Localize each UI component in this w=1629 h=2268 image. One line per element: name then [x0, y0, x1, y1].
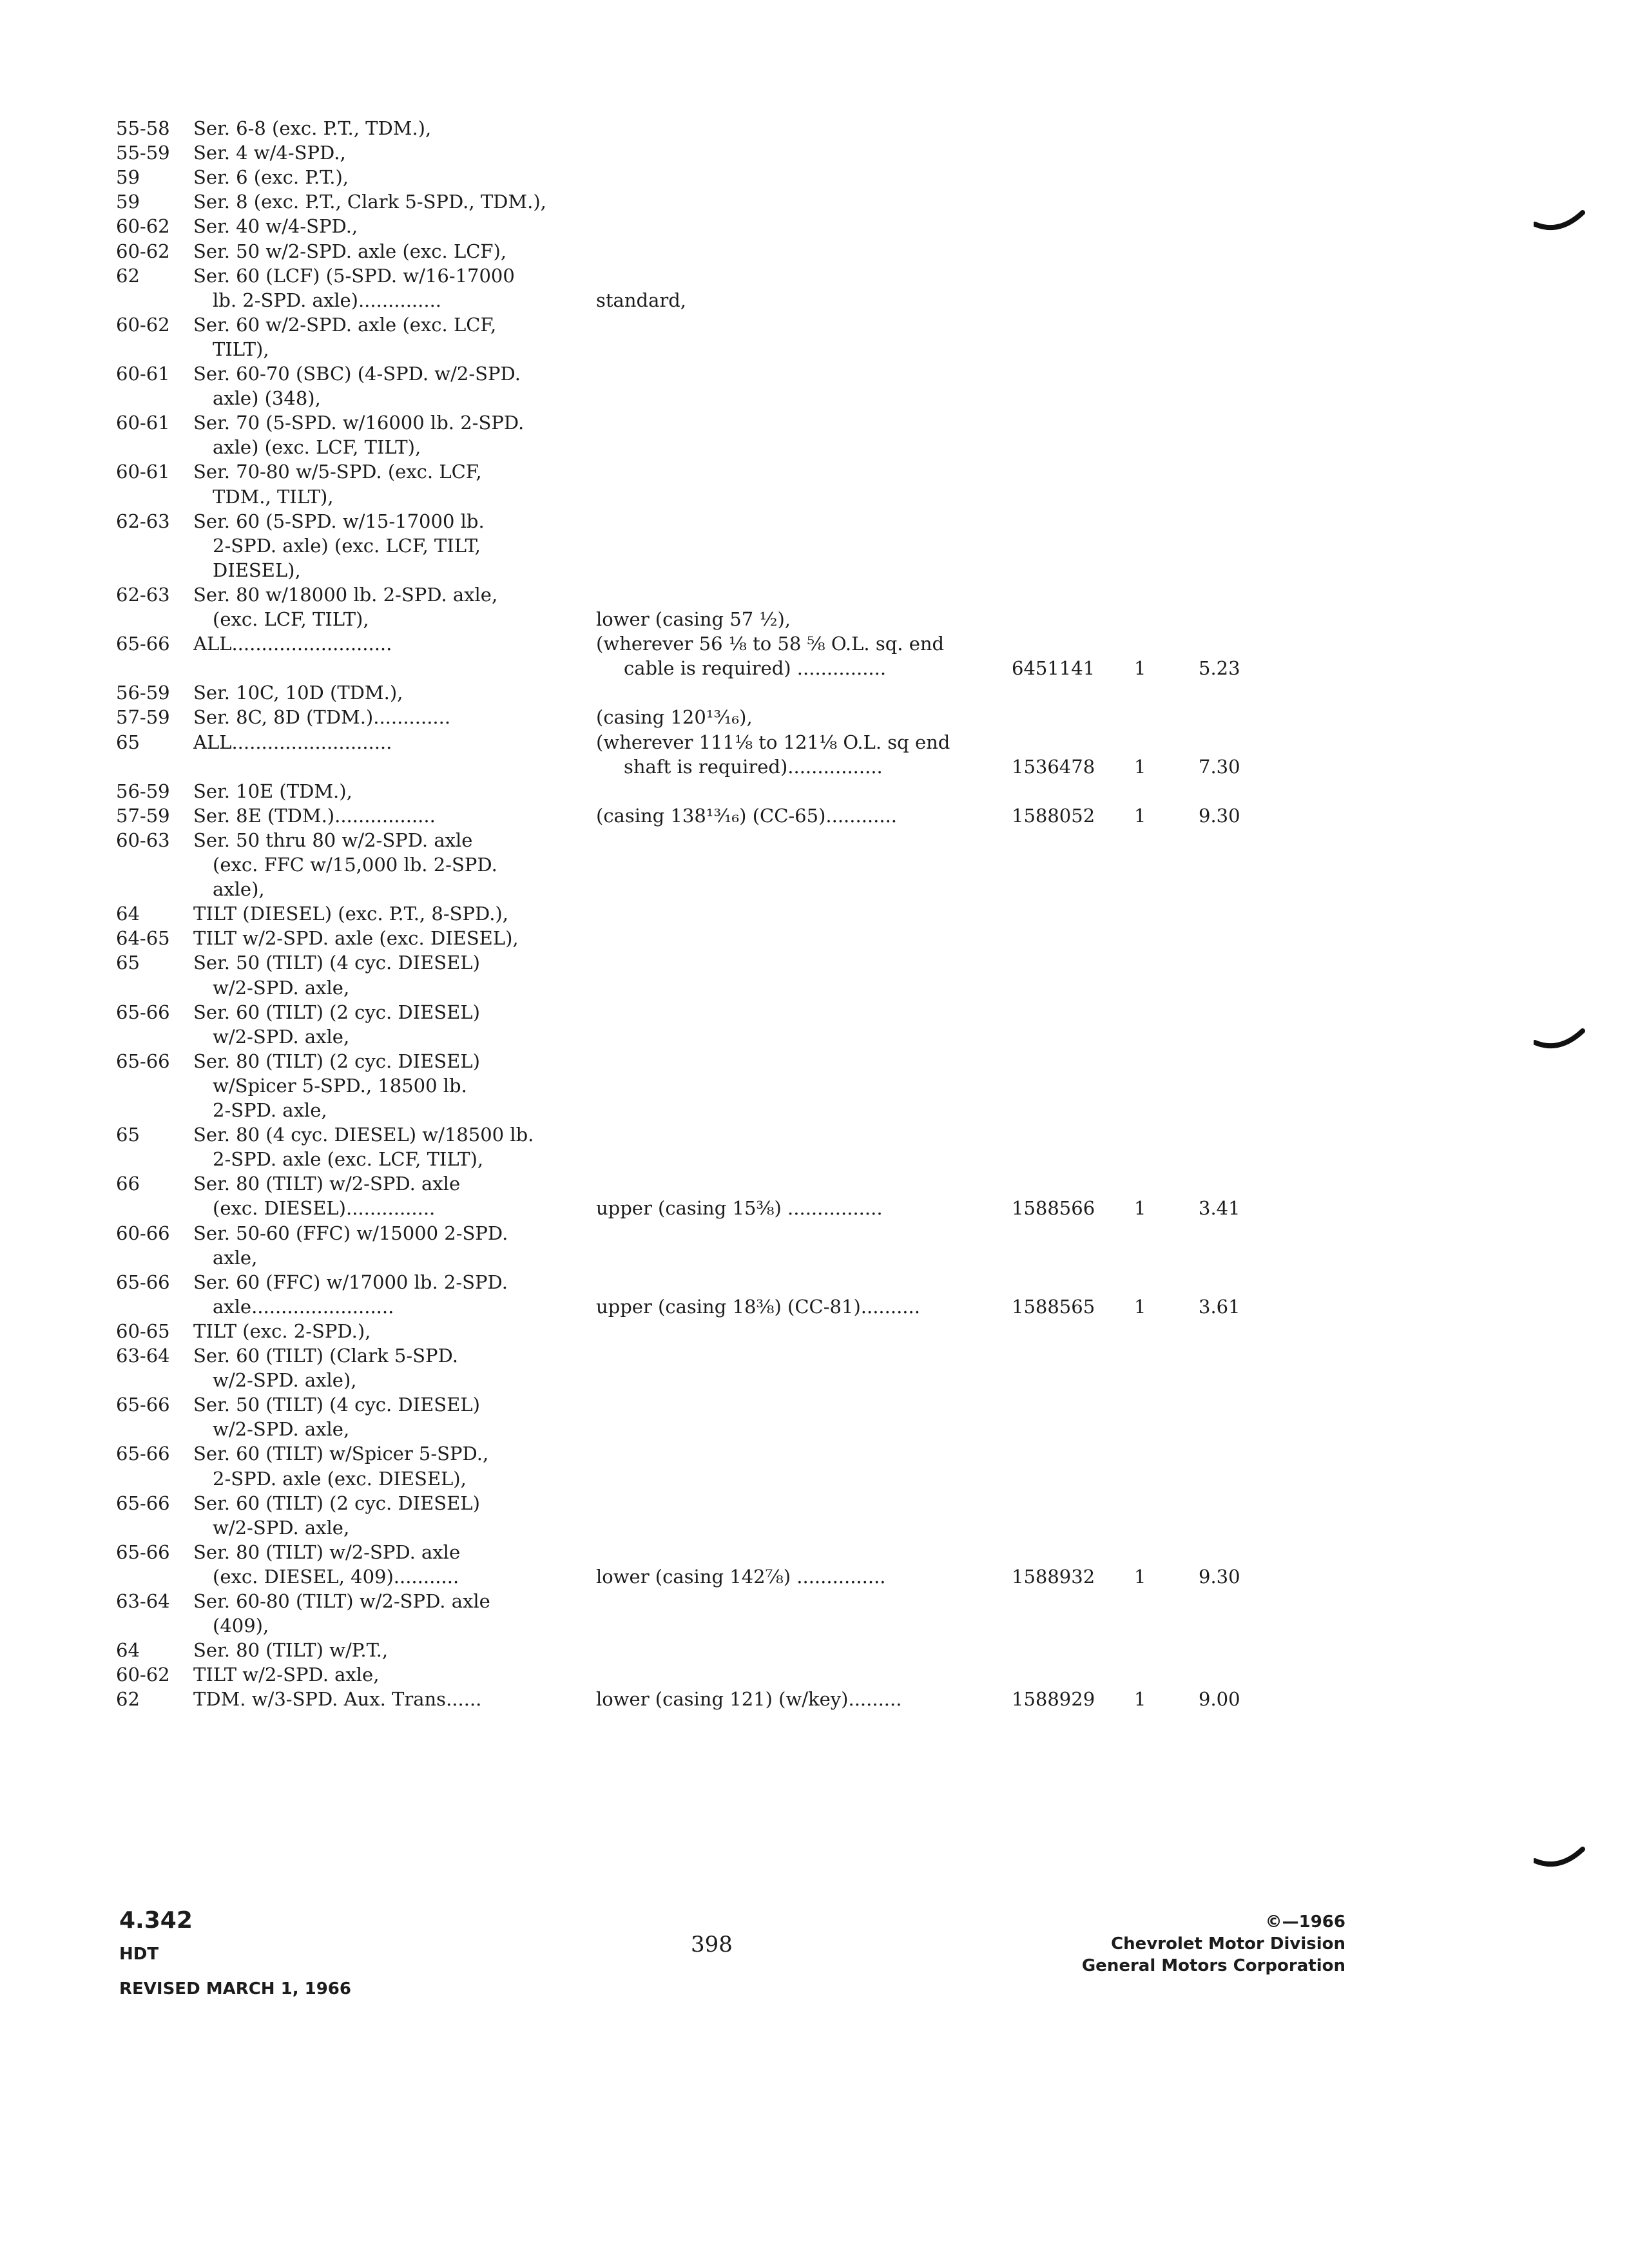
application: Ser. 80 (TILT) w/P.T., [193, 1639, 389, 1661]
year-models: 65-66 [116, 1394, 170, 1416]
part-number: 1588566 [1012, 1197, 1095, 1219]
application: axle) (exc. LCF, TILT), [213, 436, 421, 458]
application: ALL........................... [193, 731, 392, 753]
description: lower (casing 142⅞) ............... [596, 1566, 886, 1588]
year-models [116, 977, 193, 999]
year-models [116, 1517, 193, 1539]
year-models [116, 486, 193, 508]
year-models [116, 436, 193, 458]
copyright: ©—1966 [1265, 1912, 1345, 1932]
application: (409), [213, 1615, 269, 1637]
application: w/2-SPD. axle, [213, 1517, 350, 1539]
quantity: 1 [1134, 756, 1146, 778]
application: Ser. 70 (5-SPD. w/16000 lb. 2-SPD. [193, 412, 525, 434]
year-models: 65 [116, 1124, 140, 1146]
quantity: 1 [1134, 1566, 1146, 1588]
part-number: 1588052 [1012, 805, 1095, 827]
application: TDM. w/3-SPD. Aux. Trans...... [193, 1688, 482, 1710]
description: (wherever 56 ⅛ to 58 ⅝ O.L. sq. end [596, 633, 945, 655]
year-models [116, 1296, 193, 1318]
application: Ser. 80 (TILT) w/2-SPD. axle [193, 1173, 461, 1195]
year-models: 60-61 [116, 461, 170, 483]
part-number: 6451141 [1012, 657, 1095, 679]
list-price: 5.23 [1199, 657, 1240, 679]
application: Ser. 6 (exc. P.T.), [193, 166, 349, 188]
year-models: 60-66 [116, 1222, 170, 1244]
year-models: 60-62 [116, 1664, 170, 1686]
application: (exc. FFC w/15,000 lb. 2-SPD. [213, 854, 497, 876]
year-models [116, 1566, 193, 1588]
year-models [116, 1075, 193, 1097]
year-models: 59 [116, 166, 140, 188]
application: 2-SPD. axle (exc. DIESEL), [213, 1468, 467, 1490]
application: Ser. 80 (4 cyc. DIESEL) w/18500 lb. [193, 1124, 534, 1146]
year-models [116, 559, 193, 581]
quantity: 1 [1134, 657, 1146, 679]
year-models: 65 [116, 731, 140, 753]
year-models: 60-65 [116, 1320, 170, 1342]
year-models: 65-66 [116, 1271, 170, 1293]
year-models [116, 878, 193, 900]
application: w/2-SPD. axle, [213, 1026, 350, 1048]
description: upper (casing 18⅜) (CC-81).......... [596, 1296, 920, 1318]
application: axle) (348), [213, 387, 321, 409]
application: Ser. 40 w/4-SPD., [193, 215, 358, 237]
application: TILT (DIESEL) (exc. P.T., 8-SPD.), [193, 903, 508, 925]
application: axle), [213, 878, 265, 900]
application: Ser. 50-60 (FFC) w/15000 2-SPD. [193, 1222, 508, 1244]
year-models: 55-58 [116, 117, 170, 139]
application: w/2-SPD. axle), [213, 1369, 357, 1391]
year-models: 62 [116, 265, 140, 287]
year-models: 62-63 [116, 510, 170, 532]
year-models: 62-63 [116, 584, 170, 606]
application: Ser. 60 (FFC) w/17000 lb. 2-SPD. [193, 1271, 508, 1293]
application: Ser. 10E (TDM.), [193, 780, 352, 802]
application: TILT w/2-SPD. axle (exc. DIESEL), [193, 927, 519, 949]
list-price: 9.00 [1199, 1688, 1240, 1710]
binder-mark-top [1534, 206, 1585, 238]
application: Ser. 8C, 8D (TDM.)............. [193, 706, 451, 728]
application: Ser. 60 (TILT) (Clark 5-SPD. [193, 1345, 458, 1367]
quantity: 1 [1134, 1688, 1146, 1710]
year-models [116, 1099, 193, 1121]
year-models: 65-66 [116, 633, 170, 655]
application: w/Spicer 5-SPD., 18500 lb. [213, 1075, 467, 1097]
year-models [116, 338, 193, 360]
quantity: 1 [1134, 1296, 1146, 1318]
application: Ser. 6-8 (exc. P.T., TDM.), [193, 117, 432, 139]
application [213, 756, 574, 778]
application: lb. 2-SPD. axle).............. [213, 289, 442, 311]
year-models: 57-59 [116, 805, 170, 827]
year-models [116, 854, 193, 876]
application: Ser. 60 (TILT) (2 cyc. DIESEL) [193, 1001, 480, 1023]
application: DIESEL), [213, 559, 301, 581]
application: Ser. 60-70 (SBC) (4-SPD. w/2-SPD. [193, 363, 521, 385]
application: Ser. 80 w/18000 lb. 2-SPD. axle, [193, 584, 498, 606]
application: Ser. 60 (TILT) (2 cyc. DIESEL) [193, 1492, 480, 1514]
application: Ser. 70-80 w/5-SPD. (exc. LCF, [193, 461, 482, 483]
year-models [116, 608, 193, 630]
division-name: Chevrolet Motor Division [1111, 1934, 1345, 1954]
year-models: 60-61 [116, 412, 170, 434]
application: 2-SPD. axle (exc. LCF, TILT), [213, 1148, 484, 1170]
year-models [116, 756, 193, 778]
application: TILT (exc. 2-SPD.), [193, 1320, 371, 1342]
year-models: 65-66 [116, 1492, 170, 1514]
revision-date: REVISED MARCH 1, 1966 [119, 1979, 351, 1999]
description-continued: cable is required) ............... [624, 657, 887, 679]
description: (casing 138¹³⁄₁₆) (CC-65)............ [596, 805, 898, 827]
year-models: 63-64 [116, 1345, 170, 1367]
quantity: 1 [1134, 805, 1146, 827]
year-models [116, 387, 193, 409]
year-models: 66 [116, 1173, 140, 1195]
list-price: 7.30 [1199, 756, 1240, 778]
application: Ser. 80 (TILT) (2 cyc. DIESEL) [193, 1050, 480, 1072]
description: (wherever 111⅛ to 121⅛ O.L. sq end [596, 731, 950, 753]
year-models [116, 1369, 193, 1391]
year-models: 60-63 [116, 829, 170, 851]
year-models [116, 1148, 193, 1170]
application: 2-SPD. axle, [213, 1099, 327, 1121]
year-models: 64-65 [116, 927, 170, 949]
application: (exc. DIESEL)............... [213, 1197, 436, 1219]
application: axle........................ [213, 1296, 394, 1318]
year-models [116, 1197, 193, 1219]
year-models: 64 [116, 1639, 140, 1661]
list-price: 9.30 [1199, 1566, 1240, 1588]
year-models: 64 [116, 903, 140, 925]
application: w/2-SPD. axle, [213, 977, 350, 999]
quantity: 1 [1134, 1197, 1146, 1219]
application: Ser. 50 w/2-SPD. axle (exc. LCF), [193, 240, 507, 262]
year-models [116, 657, 193, 679]
year-models: 65-66 [116, 1443, 170, 1465]
year-models [116, 1468, 193, 1490]
year-models: 60-62 [116, 215, 170, 237]
description: standard, [596, 289, 687, 311]
part-number: 1536478 [1012, 756, 1095, 778]
application: (exc. DIESEL, 409)........... [213, 1566, 459, 1588]
year-models [116, 1418, 193, 1440]
application: (exc. LCF, TILT), [213, 608, 369, 630]
year-models: 65-66 [116, 1001, 170, 1023]
corporation-name: General Motors Corporation [1081, 1956, 1345, 1975]
year-models: 57-59 [116, 706, 170, 728]
application: Ser. 50 (TILT) (4 cyc. DIESEL) [193, 952, 480, 974]
year-models [116, 1026, 193, 1048]
year-models [116, 1615, 193, 1637]
year-models: 56-59 [116, 780, 170, 802]
application: TDM., TILT), [213, 486, 334, 508]
year-models: 65-66 [116, 1050, 170, 1072]
application: Ser. 10C, 10D (TDM.), [193, 682, 403, 704]
application: Ser. 8E (TDM.)................. [193, 805, 436, 827]
application: Ser. 50 (TILT) (4 cyc. DIESEL) [193, 1394, 480, 1416]
application: Ser. 60 (LCF) (5-SPD. w/16-17000 [193, 265, 515, 287]
year-models: 55-59 [116, 142, 170, 164]
application: Ser. 50 thru 80 w/2-SPD. axle [193, 829, 473, 851]
year-models: 65-66 [116, 1541, 170, 1563]
application [213, 657, 574, 679]
application: axle, [213, 1247, 258, 1269]
year-models: 59 [116, 191, 140, 213]
year-models: 60-61 [116, 363, 170, 385]
application: Ser. 60 w/2-SPD. axle (exc. LCF, [193, 314, 497, 336]
description-continued: shaft is required)................ [624, 756, 883, 778]
binder-mark-bottom [1534, 1843, 1585, 1875]
application: Ser. 4 w/4-SPD., [193, 142, 346, 164]
section-code: HDT [119, 1945, 159, 1964]
year-models: 60-62 [116, 240, 170, 262]
application: Ser. 8 (exc. P.T., Clark 5-SPD., TDM.), [193, 191, 546, 213]
application: TILT), [213, 338, 269, 360]
application: Ser. 60 (5-SPD. w/15-17000 lb. [193, 510, 485, 532]
list-price: 3.61 [1199, 1296, 1240, 1318]
year-models [116, 289, 193, 311]
year-models [116, 1247, 193, 1269]
description: upper (casing 15⅜) ................ [596, 1197, 883, 1219]
year-models [116, 535, 193, 557]
application: TILT w/2-SPD. axle, [193, 1664, 380, 1686]
description: lower (casing 121) (w/key)......... [596, 1688, 902, 1710]
year-models: 62 [116, 1688, 140, 1710]
year-models: 60-62 [116, 314, 170, 336]
application: Ser. 60 (TILT) w/Spicer 5-SPD., [193, 1443, 489, 1465]
list-price: 9.30 [1199, 805, 1240, 827]
page-number: 398 [691, 1932, 733, 1957]
year-models: 63-64 [116, 1590, 170, 1612]
section-number: 4.342 [119, 1907, 193, 1934]
description: (casing 120¹³⁄₁₆), [596, 706, 753, 728]
year-models: 56-59 [116, 682, 170, 704]
part-number: 1588565 [1012, 1296, 1095, 1318]
application: 2-SPD. axle) (exc. LCF, TILT, [213, 535, 481, 557]
year-models: 65 [116, 952, 140, 974]
application: ALL........................... [193, 633, 392, 655]
application: Ser. 60-80 (TILT) w/2-SPD. axle [193, 1590, 490, 1612]
binder-mark-middle [1534, 1024, 1585, 1057]
description: lower (casing 57 ½), [596, 608, 791, 630]
application: Ser. 80 (TILT) w/2-SPD. axle [193, 1541, 461, 1563]
part-number: 1588932 [1012, 1566, 1095, 1588]
application: w/2-SPD. axle, [213, 1418, 350, 1440]
list-price: 3.41 [1199, 1197, 1240, 1219]
part-number: 1588929 [1012, 1688, 1095, 1710]
